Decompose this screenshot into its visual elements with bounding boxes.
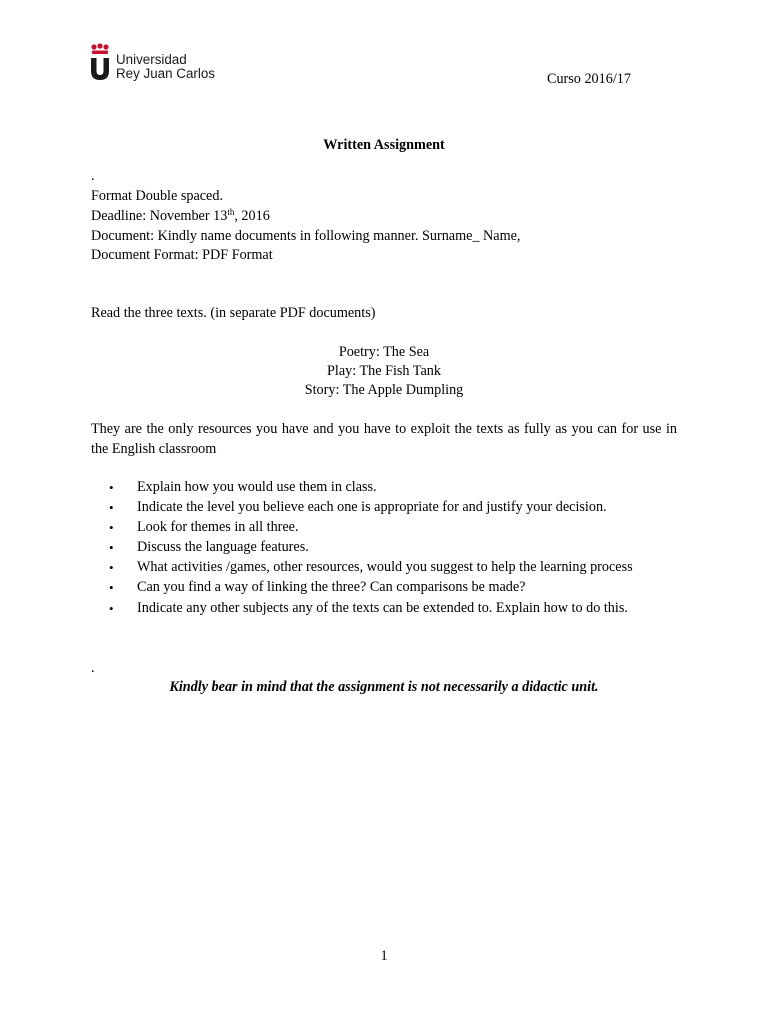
logo-line-2: Rey Juan Carlos [116, 66, 215, 81]
text-play: Play: The Fish Tank [327, 363, 441, 379]
closing-note: Kindly bear in mind that the assignment is not necessarily a didactic unit. [169, 679, 599, 695]
bullet-icon: • [109, 480, 114, 495]
page-title: Written Assignment [323, 137, 445, 153]
course-year: Curso 2016/17 [547, 71, 631, 87]
document-line: Document: Kindly name documents in following manner. Surname_ Name, [91, 228, 521, 244]
list-item-text: Can you find a way of linking the three? Can comparisons be made? [137, 579, 526, 596]
bullet-icon: • [109, 500, 114, 516]
university-logo [89, 43, 249, 83]
dot-marker-2: . [91, 660, 95, 676]
deadline-line [91, 207, 270, 225]
format-line: Format Double spaced. [91, 188, 223, 204]
bullet-icon: • [109, 600, 114, 616]
bullet-icon: • [109, 580, 114, 596]
list-item [109, 538, 677, 558]
page-number: 1 [380, 948, 388, 964]
task-list [109, 478, 677, 619]
list-item-text: Indicate the level you believe each one is appropriate for and justify your decision. [137, 499, 607, 516]
deadline-superscript: th [227, 207, 235, 217]
list-item [109, 599, 677, 619]
bullet-icon: • [109, 540, 114, 556]
logo-text [116, 53, 215, 81]
list-item-text: Explain how you would use them in class. [137, 479, 377, 495]
text-story: Story: The Apple Dumpling [304, 382, 464, 398]
list-item [109, 498, 677, 518]
list-item-text: What activities /games, other resources, would you suggest to help the learning process [137, 559, 633, 576]
list-item [109, 558, 677, 578]
list-item [109, 478, 677, 498]
instruction-line: Read the three texts. (in separate PDF documents) [91, 305, 376, 321]
list-item-text: Indicate any other subjects any of the texts can be extended to. Explain how to do this. [137, 599, 628, 616]
crown-u-logo-icon [89, 43, 111, 81]
logo-line-1: Universidad [116, 52, 187, 67]
dot-marker: . [91, 168, 95, 184]
bullet-icon: • [109, 560, 114, 576]
resources-paragraph: They are the only resources you have and you have to exploit the texts as fully as you can for use in the English classroom [91, 421, 677, 457]
list-item-text: Look for themes in all three. [137, 519, 299, 536]
list-item [109, 578, 677, 598]
deadline-suffix: , 2016 [234, 208, 270, 224]
document-format-line: Document Format: PDF Format [91, 247, 273, 263]
list-item-text: Discuss the language features. [137, 539, 309, 556]
bullet-icon: • [109, 520, 114, 536]
list-item [109, 518, 677, 538]
deadline-prefix: Deadline: November 13 [91, 208, 228, 224]
text-poetry: Poetry: The Sea [338, 344, 430, 360]
